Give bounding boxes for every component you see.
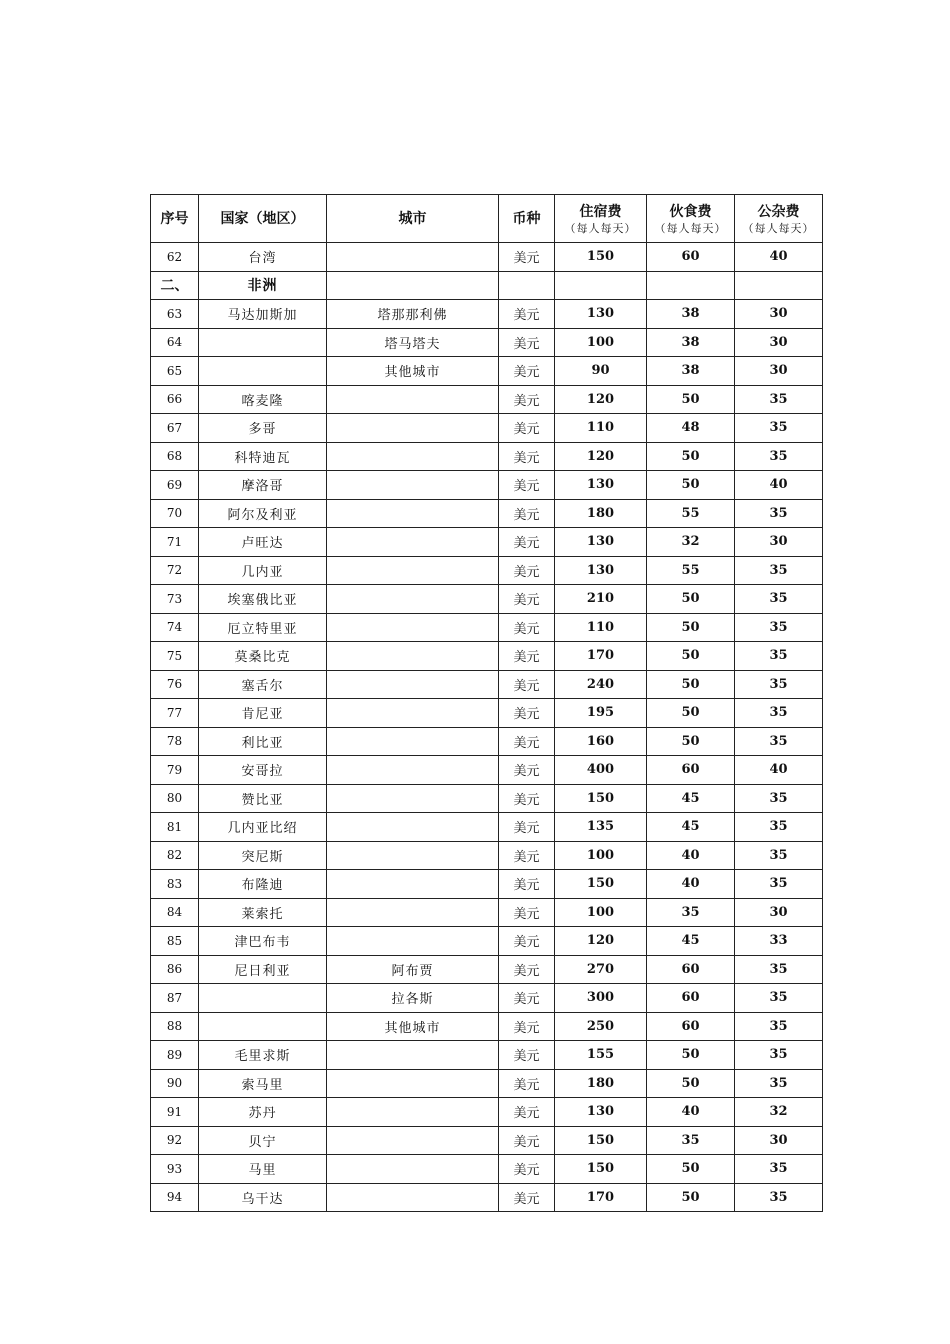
cell-meals: 50 [647, 642, 735, 671]
cell-meals: 60 [647, 955, 735, 984]
cell-seq: 64 [151, 328, 199, 357]
cell-city [327, 471, 499, 500]
cell-misc: 35 [735, 385, 823, 414]
table-row [151, 1155, 823, 1184]
cell-currency: 美元 [499, 984, 555, 1013]
cell-currency: 美元 [499, 813, 555, 842]
cell-misc: 35 [735, 1155, 823, 1184]
cell-meals: 50 [647, 1069, 735, 1098]
cell-meals: 50 [647, 727, 735, 756]
cell-country: 贝宁 [199, 1126, 327, 1155]
cell-country: 毛里求斯 [199, 1041, 327, 1070]
cell-lodging: 110 [555, 613, 647, 642]
cell-country [199, 328, 327, 357]
table-row [151, 699, 823, 728]
cell-currency: 美元 [499, 727, 555, 756]
cell-country: 尼日利亚 [199, 955, 327, 984]
table-row [151, 955, 823, 984]
cell-misc: 40 [735, 756, 823, 785]
table-row [151, 556, 823, 585]
cell-country: 安哥拉 [199, 756, 327, 785]
table-row [151, 613, 823, 642]
cell-city [327, 784, 499, 813]
cell-lodging: 130 [555, 556, 647, 585]
cell-misc: 35 [735, 642, 823, 671]
cell-city: 其他城市 [327, 357, 499, 386]
cell-meals: 50 [647, 471, 735, 500]
cell-misc [735, 271, 823, 300]
cell-meals: 40 [647, 841, 735, 870]
cell-lodging: 155 [555, 1041, 647, 1070]
cell-meals: 50 [647, 670, 735, 699]
table-row [151, 1098, 823, 1127]
cell-currency: 美元 [499, 613, 555, 642]
cell-misc: 35 [735, 613, 823, 642]
table-row [151, 642, 823, 671]
cell-lodging: 120 [555, 927, 647, 956]
cell-currency: 美元 [499, 927, 555, 956]
cell-seq: 66 [151, 385, 199, 414]
cell-city: 塔那那利佛 [327, 300, 499, 329]
cell-meals: 38 [647, 300, 735, 329]
cell-misc: 30 [735, 898, 823, 927]
cell-currency: 美元 [499, 471, 555, 500]
cell-city: 拉各斯 [327, 984, 499, 1013]
cell-country [199, 1012, 327, 1041]
cell-seq: 67 [151, 414, 199, 443]
cell-misc: 35 [735, 414, 823, 443]
cell-lodging: 130 [555, 528, 647, 557]
cell-country: 莫桑比克 [199, 642, 327, 671]
cell-city [327, 642, 499, 671]
cell-currency: 美元 [499, 300, 555, 329]
cell-meals: 50 [647, 613, 735, 642]
cell-misc: 40 [735, 243, 823, 272]
cell-seq: 83 [151, 870, 199, 899]
cell-city [327, 556, 499, 585]
cell-city [327, 1041, 499, 1070]
table-row [151, 784, 823, 813]
cell-lodging: 250 [555, 1012, 647, 1041]
cell-lodging: 150 [555, 1126, 647, 1155]
cell-city [327, 1155, 499, 1184]
cell-lodging: 100 [555, 841, 647, 870]
cell-misc: 35 [735, 699, 823, 728]
table-row [151, 984, 823, 1013]
cell-seq: 72 [151, 556, 199, 585]
cell-currency: 美元 [499, 1126, 555, 1155]
table-header [151, 195, 823, 243]
cell-country: 乌干达 [199, 1183, 327, 1212]
header-seq: 序号 [151, 195, 199, 243]
cell-misc: 35 [735, 1069, 823, 1098]
header-lodging: 住宿费 （每人每天） [555, 195, 647, 243]
cell-seq: 二、 [151, 271, 199, 300]
cell-lodging: 150 [555, 784, 647, 813]
cell-lodging: 120 [555, 442, 647, 471]
table-row [151, 499, 823, 528]
cell-currency: 美元 [499, 499, 555, 528]
cell-country: 索马里 [199, 1069, 327, 1098]
cell-city [327, 613, 499, 642]
cell-currency: 美元 [499, 1183, 555, 1212]
cell-currency: 美元 [499, 670, 555, 699]
cell-currency: 美元 [499, 528, 555, 557]
cell-lodging: 100 [555, 898, 647, 927]
cell-city [327, 670, 499, 699]
cell-meals: 50 [647, 1183, 735, 1212]
table-row [151, 414, 823, 443]
cell-country: 突尼斯 [199, 841, 327, 870]
table-row [151, 756, 823, 785]
cell-city [327, 813, 499, 842]
table-row [151, 243, 823, 272]
cell-seq: 70 [151, 499, 199, 528]
cell-misc: 35 [735, 1041, 823, 1070]
cell-meals: 60 [647, 1012, 735, 1041]
cell-misc: 35 [735, 841, 823, 870]
cell-lodging: 195 [555, 699, 647, 728]
table-row [151, 385, 823, 414]
cell-currency: 美元 [499, 841, 555, 870]
cell-misc: 30 [735, 528, 823, 557]
cell-lodging: 170 [555, 1183, 647, 1212]
cell-lodging: 180 [555, 1069, 647, 1098]
cell-misc: 35 [735, 813, 823, 842]
cell-meals: 50 [647, 585, 735, 614]
cell-currency: 美元 [499, 1012, 555, 1041]
cell-currency: 美元 [499, 414, 555, 443]
cell-city: 塔马塔夫 [327, 328, 499, 357]
cell-meals: 60 [647, 243, 735, 272]
cell-meals: 35 [647, 1126, 735, 1155]
cell-lodging: 160 [555, 727, 647, 756]
cell-city [327, 870, 499, 899]
table-row [151, 898, 823, 927]
table-row [151, 870, 823, 899]
cell-seq: 87 [151, 984, 199, 1013]
cell-currency: 美元 [499, 756, 555, 785]
cell-city [327, 385, 499, 414]
cell-meals [647, 271, 735, 300]
cell-lodging: 240 [555, 670, 647, 699]
cell-meals: 40 [647, 870, 735, 899]
cell-currency: 美元 [499, 955, 555, 984]
header-meals: 伙食费 （每人每天） [647, 195, 735, 243]
cell-lodging: 130 [555, 471, 647, 500]
cell-seq: 86 [151, 955, 199, 984]
cell-seq: 69 [151, 471, 199, 500]
cell-seq: 75 [151, 642, 199, 671]
cell-country: 埃塞俄比亚 [199, 585, 327, 614]
cell-meals: 60 [647, 984, 735, 1013]
cell-seq: 76 [151, 670, 199, 699]
cell-misc: 35 [735, 984, 823, 1013]
cell-misc: 35 [735, 670, 823, 699]
cell-country: 肯尼亚 [199, 699, 327, 728]
header-misc: 公杂费 （每人每天） [735, 195, 823, 243]
cell-currency: 美元 [499, 328, 555, 357]
cell-city [327, 841, 499, 870]
cell-country: 布隆迪 [199, 870, 327, 899]
cell-meals: 50 [647, 1041, 735, 1070]
table-row [151, 300, 823, 329]
cell-misc: 33 [735, 927, 823, 956]
cell-seq: 88 [151, 1012, 199, 1041]
cell-lodging: 300 [555, 984, 647, 1013]
cell-country: 赞比亚 [199, 784, 327, 813]
cell-currency: 美元 [499, 442, 555, 471]
cell-misc: 35 [735, 556, 823, 585]
cell-lodging: 400 [555, 756, 647, 785]
cell-currency: 美元 [499, 1069, 555, 1098]
table-row [151, 1183, 823, 1212]
cell-meals: 50 [647, 385, 735, 414]
cell-meals: 60 [647, 756, 735, 785]
table-row [151, 1041, 823, 1070]
cell-city [327, 1126, 499, 1155]
cell-country: 阿尔及利亚 [199, 499, 327, 528]
cell-currency: 美元 [499, 243, 555, 272]
cell-misc: 30 [735, 300, 823, 329]
header-currency: 币种 [499, 195, 555, 243]
cell-lodging: 130 [555, 300, 647, 329]
cell-meals: 45 [647, 784, 735, 813]
cell-currency: 美元 [499, 1155, 555, 1184]
cell-country: 几内亚比绍 [199, 813, 327, 842]
cell-seq: 82 [151, 841, 199, 870]
cell-misc: 35 [735, 585, 823, 614]
cell-meals: 40 [647, 1098, 735, 1127]
cell-seq: 73 [151, 585, 199, 614]
cell-meals: 45 [647, 813, 735, 842]
cell-meals: 50 [647, 1155, 735, 1184]
cell-misc: 35 [735, 955, 823, 984]
cell-currency: 美元 [499, 699, 555, 728]
table-row [151, 1069, 823, 1098]
cell-seq: 91 [151, 1098, 199, 1127]
table-row [151, 528, 823, 557]
cell-country: 台湾 [199, 243, 327, 272]
cell-lodging: 100 [555, 328, 647, 357]
cell-seq: 80 [151, 784, 199, 813]
cell-lodging: 150 [555, 243, 647, 272]
cell-country: 塞舌尔 [199, 670, 327, 699]
cell-country: 几内亚 [199, 556, 327, 585]
cell-seq: 78 [151, 727, 199, 756]
cell-seq: 71 [151, 528, 199, 557]
cell-lodging: 135 [555, 813, 647, 842]
cell-seq: 68 [151, 442, 199, 471]
cell-currency: 美元 [499, 1041, 555, 1070]
cell-seq: 81 [151, 813, 199, 842]
cell-meals: 50 [647, 442, 735, 471]
cell-country: 马里 [199, 1155, 327, 1184]
table-row [151, 813, 823, 842]
cell-meals: 55 [647, 499, 735, 528]
header-country: 国家（地区） [199, 195, 327, 243]
cell-misc: 30 [735, 1126, 823, 1155]
cell-meals: 48 [647, 414, 735, 443]
cell-seq: 63 [151, 300, 199, 329]
travel-allowance-table [150, 194, 823, 1212]
cell-seq: 77 [151, 699, 199, 728]
cell-misc: 35 [735, 499, 823, 528]
cell-seq: 93 [151, 1155, 199, 1184]
cell-lodging: 90 [555, 357, 647, 386]
cell-seq: 85 [151, 927, 199, 956]
section-row [151, 271, 823, 300]
cell-seq: 74 [151, 613, 199, 642]
cell-currency: 美元 [499, 385, 555, 414]
cell-misc: 35 [735, 1012, 823, 1041]
cell-meals: 38 [647, 328, 735, 357]
cell-lodging: 170 [555, 642, 647, 671]
cell-misc: 30 [735, 328, 823, 357]
cell-misc: 32 [735, 1098, 823, 1127]
cell-country: 喀麦隆 [199, 385, 327, 414]
cell-currency: 美元 [499, 1098, 555, 1127]
cell-seq: 84 [151, 898, 199, 927]
cell-seq: 90 [151, 1069, 199, 1098]
cell-lodging: 130 [555, 1098, 647, 1127]
table-row [151, 727, 823, 756]
cell-misc: 35 [735, 870, 823, 899]
header-city: 城市 [327, 195, 499, 243]
cell-currency: 美元 [499, 784, 555, 813]
cell-lodging: 210 [555, 585, 647, 614]
cell-city [327, 927, 499, 956]
cell-seq: 94 [151, 1183, 199, 1212]
cell-lodging: 180 [555, 499, 647, 528]
cell-meals: 45 [647, 927, 735, 956]
cell-country: 津巴布韦 [199, 927, 327, 956]
cell-country: 莱索托 [199, 898, 327, 927]
cell-city [327, 271, 499, 300]
table-row [151, 585, 823, 614]
cell-misc: 35 [735, 1183, 823, 1212]
table-row [151, 328, 823, 357]
cell-misc: 35 [735, 727, 823, 756]
cell-currency: 美元 [499, 898, 555, 927]
cell-lodging: 110 [555, 414, 647, 443]
cell-country: 苏丹 [199, 1098, 327, 1127]
cell-city [327, 499, 499, 528]
cell-country: 厄立特里亚 [199, 613, 327, 642]
cell-city: 其他城市 [327, 1012, 499, 1041]
cell-city [327, 528, 499, 557]
table-row [151, 471, 823, 500]
cell-lodging [555, 271, 647, 300]
cell-currency [499, 271, 555, 300]
cell-lodging: 150 [555, 1155, 647, 1184]
cell-seq: 65 [151, 357, 199, 386]
rates-sheet [150, 194, 822, 1212]
cell-misc: 35 [735, 784, 823, 813]
cell-currency: 美元 [499, 585, 555, 614]
cell-city [327, 699, 499, 728]
cell-currency: 美元 [499, 870, 555, 899]
cell-country [199, 357, 327, 386]
cell-currency: 美元 [499, 556, 555, 585]
table-row [151, 670, 823, 699]
cell-seq: 92 [151, 1126, 199, 1155]
cell-meals: 50 [647, 699, 735, 728]
cell-country [199, 984, 327, 1013]
cell-city [327, 898, 499, 927]
cell-seq: 79 [151, 756, 199, 785]
cell-seq: 62 [151, 243, 199, 272]
cell-country: 非洲 [199, 271, 327, 300]
table-row [151, 841, 823, 870]
cell-city [327, 585, 499, 614]
cell-city [327, 756, 499, 785]
cell-country: 马达加斯加 [199, 300, 327, 329]
cell-misc: 35 [735, 442, 823, 471]
cell-country: 摩洛哥 [199, 471, 327, 500]
cell-lodging: 150 [555, 870, 647, 899]
cell-country: 科特迪瓦 [199, 442, 327, 471]
table-row [151, 1126, 823, 1155]
table-row [151, 927, 823, 956]
cell-misc: 30 [735, 357, 823, 386]
cell-misc: 40 [735, 471, 823, 500]
cell-city [327, 1183, 499, 1212]
cell-city [327, 442, 499, 471]
cell-meals: 32 [647, 528, 735, 557]
cell-currency: 美元 [499, 642, 555, 671]
cell-country: 卢旺达 [199, 528, 327, 557]
cell-city: 阿布贾 [327, 955, 499, 984]
cell-country: 利比亚 [199, 727, 327, 756]
cell-city [327, 414, 499, 443]
cell-currency: 美元 [499, 357, 555, 386]
cell-country: 多哥 [199, 414, 327, 443]
cell-city [327, 1069, 499, 1098]
cell-city [327, 243, 499, 272]
table-body [151, 243, 823, 1212]
cell-lodging: 120 [555, 385, 647, 414]
cell-seq: 89 [151, 1041, 199, 1070]
table-row [151, 357, 823, 386]
table-row [151, 442, 823, 471]
table-row [151, 1012, 823, 1041]
cell-city [327, 727, 499, 756]
cell-lodging: 270 [555, 955, 647, 984]
cell-city [327, 1098, 499, 1127]
cell-meals: 55 [647, 556, 735, 585]
cell-meals: 38 [647, 357, 735, 386]
cell-meals: 35 [647, 898, 735, 927]
